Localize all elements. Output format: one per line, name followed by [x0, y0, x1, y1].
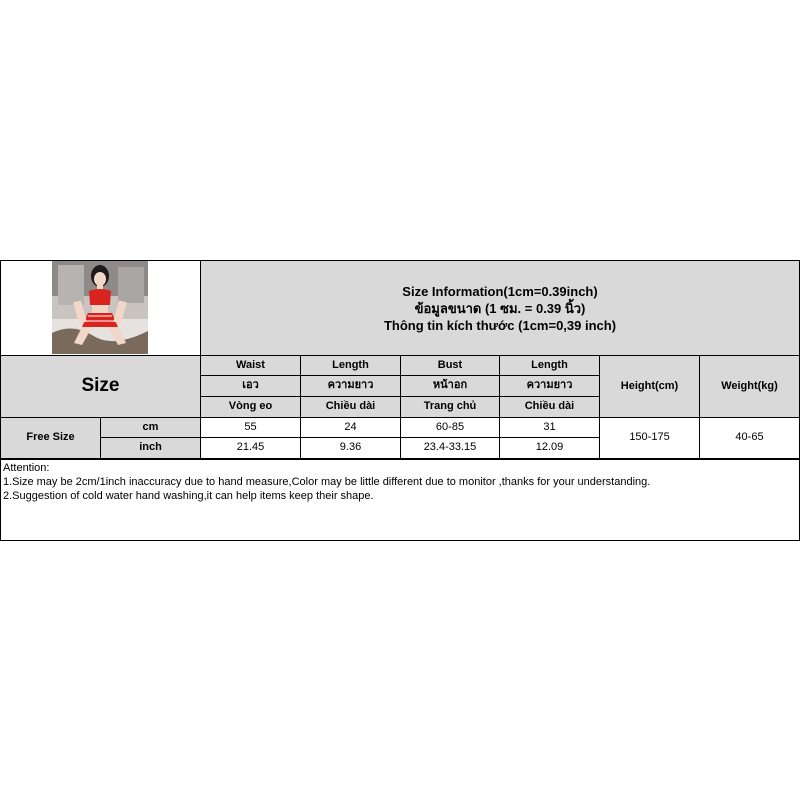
col-length-en: Length [300, 355, 401, 376]
col-bust-vi: Trang chủ [400, 396, 500, 418]
free-size-label: Free Size [0, 417, 101, 459]
height-header: Height(cm) [599, 355, 700, 418]
title-vietnamese: Thông tin kích thước (1cm=0,39 inch) [383, 317, 617, 333]
col-length-th: ความยาว [300, 375, 401, 397]
attention-line-1: 1.Size may be 2cm/1inch inaccuracy due to hand measure,Color may be little different due to monitor ,thanks for your understanding. [3, 476, 651, 488]
weight-value: 40-65 [699, 417, 800, 459]
attention-line-2: 2.Suggestion of cold water hand washing,it can help items keep their shape. [3, 490, 374, 502]
col-length2-en: Length [499, 355, 600, 376]
inch-length: 9.36 [300, 437, 401, 459]
col-bust-th: หน้าอก [400, 375, 500, 397]
cm-length: 24 [300, 417, 401, 438]
size-chart-sheet [0, 260, 800, 541]
product-photo [52, 261, 148, 354]
col-length2-th: ความยาว [499, 375, 600, 397]
cm-bust: 60-85 [400, 417, 500, 438]
size-information-title [200, 260, 800, 356]
size-header: Size [0, 355, 201, 418]
title-thai: ข้อมูลขนาด (1 ซม. = 0.39 นิ้ว) [414, 300, 586, 316]
col-waist-vi: Vòng eo [200, 396, 301, 418]
unit-inch: inch [100, 437, 201, 459]
title-english: Size Information(1cm=0.39inch) [402, 283, 598, 299]
col-waist-en: Waist [200, 355, 301, 376]
unit-cm: cm [100, 417, 201, 438]
cm-length2: 31 [499, 417, 600, 438]
col-length-vi: Chiều dài [300, 396, 401, 418]
inch-waist: 21.45 [200, 437, 301, 459]
weight-header: Weight(kg) [699, 355, 800, 418]
cm-waist: 55 [200, 417, 301, 438]
inch-bust: 23.4-33.15 [400, 437, 500, 459]
attention-heading: Attention: [3, 462, 50, 474]
inch-length2: 12.09 [499, 437, 600, 459]
attention-notes [0, 459, 800, 541]
height-value: 150-175 [599, 417, 700, 459]
col-waist-th: เอว [200, 375, 301, 397]
col-length2-vi: Chiều dài [499, 396, 600, 418]
col-bust-en: Bust [400, 355, 500, 376]
